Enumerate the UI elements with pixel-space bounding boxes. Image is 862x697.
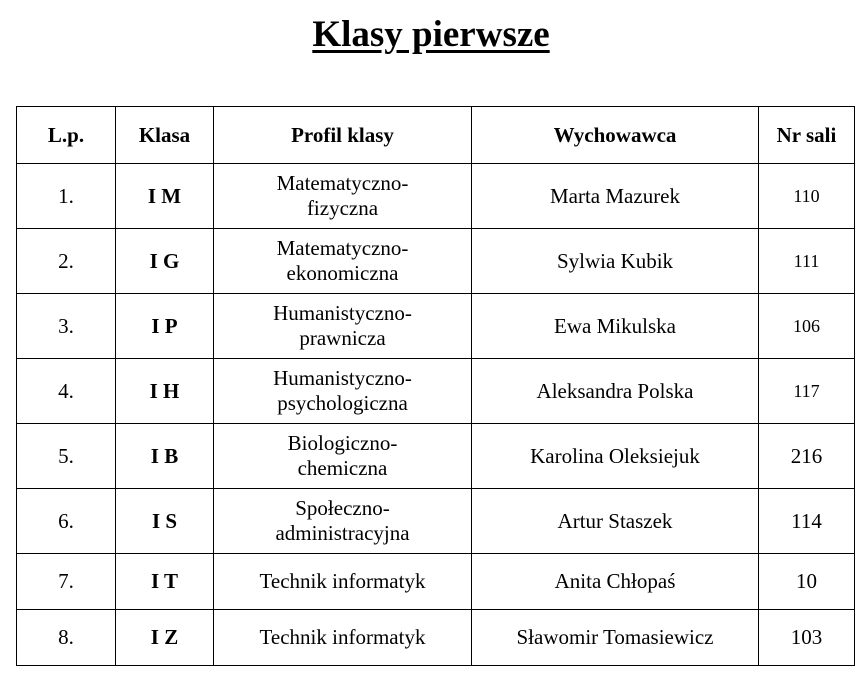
cell-klasa: I T <box>116 554 214 610</box>
cell-wychowawca: Anita Chłopaś <box>472 554 759 610</box>
cell-profil <box>214 229 472 294</box>
profil-line: administracyjna <box>275 521 410 545</box>
header-row <box>17 107 855 164</box>
table-row <box>17 294 855 359</box>
header-lp: L.p. <box>17 107 116 164</box>
cell-wychowawca: Ewa Mikulska <box>472 294 759 359</box>
profil-line: Humanistyczno- <box>273 301 412 325</box>
cell-sala: 10 <box>759 554 855 610</box>
table-row <box>17 229 855 294</box>
table-row <box>17 424 855 489</box>
cell-lp: 7. <box>17 554 116 610</box>
table-row <box>17 489 855 554</box>
cell-profil <box>214 424 472 489</box>
profil-line: Matematyczno- <box>276 236 409 260</box>
table-row <box>17 164 855 229</box>
cell-lp: 5. <box>17 424 116 489</box>
cell-sala: 216 <box>759 424 855 489</box>
cell-klasa: I S <box>116 489 214 554</box>
cell-profil: Technik informatyk <box>214 610 472 666</box>
cell-klasa: I P <box>116 294 214 359</box>
cell-profil <box>214 359 472 424</box>
profil-line: ekonomiczna <box>286 261 399 285</box>
cell-sala: 111 <box>759 229 855 294</box>
cell-wychowawca: Marta Mazurek <box>472 164 759 229</box>
cell-lp: 3. <box>17 294 116 359</box>
cell-lp: 2. <box>17 229 116 294</box>
table-row <box>17 359 855 424</box>
cell-klasa: I H <box>116 359 214 424</box>
table-row <box>17 610 855 666</box>
cell-lp: 4. <box>17 359 116 424</box>
profil-line: prawnicza <box>299 326 386 350</box>
cell-sala: 114 <box>759 489 855 554</box>
page-title: Klasy pierwsze <box>312 14 550 55</box>
cell-wychowawca: Aleksandra Polska <box>472 359 759 424</box>
cell-klasa: I G <box>116 229 214 294</box>
profil-line: Matematyczno- <box>276 171 409 195</box>
cell-lp: 8. <box>17 610 116 666</box>
table-row <box>17 554 855 610</box>
cell-profil: Technik informatyk <box>214 554 472 610</box>
cell-profil <box>214 489 472 554</box>
profil-line: psychologiczna <box>277 391 408 415</box>
profil-line: Biologiczno- <box>287 431 398 455</box>
cell-profil <box>214 294 472 359</box>
cell-wychowawca: Karolina Oleksiejuk <box>472 424 759 489</box>
cell-sala: 110 <box>759 164 855 229</box>
classes-table <box>16 106 855 666</box>
profil-line: Humanistyczno- <box>273 366 412 390</box>
cell-sala: 117 <box>759 359 855 424</box>
profil-line: fizyczna <box>306 196 379 220</box>
profil-line: Społeczno- <box>295 496 390 520</box>
cell-sala: 106 <box>759 294 855 359</box>
cell-klasa: I B <box>116 424 214 489</box>
cell-lp: 1. <box>17 164 116 229</box>
cell-klasa: I Z <box>116 610 214 666</box>
cell-profil <box>214 164 472 229</box>
cell-wychowawca: Sylwia Kubik <box>472 229 759 294</box>
cell-klasa: I M <box>116 164 214 229</box>
cell-lp: 6. <box>17 489 116 554</box>
cell-wychowawca: Artur Staszek <box>472 489 759 554</box>
header-profil: Profil klasy <box>214 107 472 164</box>
header-wychowawca: Wychowawca <box>472 107 759 164</box>
profil-line: chemiczna <box>297 456 388 480</box>
header-klasa: Klasa <box>116 107 214 164</box>
cell-wychowawca: Sławomir Tomasiewicz <box>472 610 759 666</box>
cell-sala: 103 <box>759 610 855 666</box>
header-sala: Nr sali <box>759 107 855 164</box>
